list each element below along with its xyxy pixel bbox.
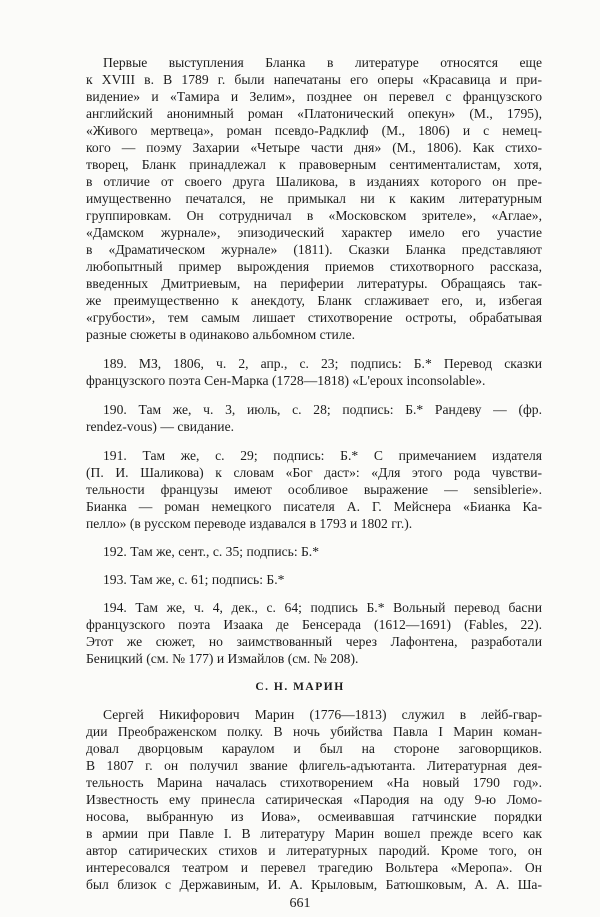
text-line: имущественно печатался, не примыкал ни к каким литературным: [86, 191, 542, 206]
note-line: 193. Там же, с. 61; подпись: Б.*: [103, 572, 285, 587]
note-line: пелло» (в русском переводе издавался в 1793 и 1802 гг.).: [86, 516, 413, 531]
note-line: французского поэта Сен-Марка (1728—1818) «L'epoux inconsolable».: [86, 373, 486, 388]
text-line: введенных Дмитриевым, на периферии литературы. Обращаясь так-: [86, 276, 542, 291]
text-line: дии Преображенском полку. В ночь убийства Павла I Марин коман-: [86, 724, 542, 739]
text-line: Известность ему принесла сатирическая «Пародия на оду 9-ю Ломо-: [86, 792, 542, 807]
text-line: В 1807 г. он получил звание флигель-адъютанта. Литературная дея-: [86, 758, 542, 773]
text-line: кого — поэму Захарии «Четыре части дня» (М., 1806). Как стихо-: [86, 140, 542, 155]
text-line: группировкам. Он сотрудничал в «Московском зрителе», «Аглае»,: [86, 208, 542, 223]
text-line: творец, Бланк принадлежал к правоверным сентименталистам, хотя,: [86, 157, 542, 172]
text-line: разные сюжеты в одинаково альбомном стиле.: [86, 327, 356, 342]
text-line: любопытный пример вырождения приемов стихотворного рассказа,: [86, 259, 542, 274]
text-line: английский анонимный роман «Платонический опекун» (М., 1795),: [86, 106, 542, 121]
note-line: rendez-vous) — свидание.: [86, 419, 235, 434]
note-line: 189. МЗ, 1806, ч. 2, апр., с. 23; подпись: Б.* Перевод сказки: [103, 356, 542, 371]
section-heading: С. Н. МАРИН: [255, 681, 345, 693]
note-line: 191. Там же, с. 29; подпись: Б.* С примечанием издателя: [103, 448, 542, 463]
text-line: был близок с Державиным, И. А. Крыловым, Батюшковым, А. А. Ша-: [86, 877, 542, 892]
note-line: (П. И. Шаликова) к словам «Бог даст»: «Для этого рода чувстви-: [86, 465, 542, 480]
note-line: тельности французы имеют особливое выражение — sensiblerie».: [86, 482, 542, 497]
text-line: в армии при Павле I. В литературу Марин вошел прежде всего как: [86, 826, 542, 841]
text-line: к XVIII в. В 1789 г. были напечатаны его оперы «Красавица и при-: [86, 72, 542, 87]
note-line: 190. Там же, ч. 3, июль, с. 28; подпись: Б.* Рандеву — (фр.: [103, 402, 542, 417]
text-line: «Дамском журнале», эпизодический характер имело его участие: [86, 225, 542, 240]
page-number: 661: [289, 896, 311, 911]
note-line: Бианка — роман немецкого писателя А. Г. Мейснера «Бианка Ка-: [86, 499, 542, 514]
text-line: в «Драматическом журнале» (1811). Сказки Бланка представляют: [86, 242, 542, 257]
text-line: «Живого мертвеца», роман псевдо-Радклиф (М., 1806) и с немец-: [86, 123, 542, 138]
note-line: Этот же сюжет, но заимствованный через Лафонтена, разработали: [86, 634, 542, 649]
text-line: автор сатирических стихов и литературных пародий. Кроме того, он: [86, 843, 542, 858]
note-line: 194. Там же, ч. 4, дек., с. 64; подпись Б.* Вольный перевод басни: [103, 600, 542, 615]
text-line: видение» и «Тамира и Зелим», позднее он перевел с французского: [86, 89, 542, 104]
text-line: Сергей Никифорович Марин (1776—1813) служил в лейб-гвар-: [103, 707, 542, 722]
text-line: интересовался театром и перевел трагедию Вольтера «Меропа». Он: [86, 860, 542, 875]
text-line: тельность Марина началась стихотворением «На новый 1790 год».: [86, 775, 542, 790]
text-line: довал дворцовым караулом и был на стороне заговорщиков.: [86, 741, 542, 756]
note-line: французского поэта Изаака де Бенсерада (1612—1691) (Fables, 22).: [86, 617, 542, 632]
text-line: в отличие от своего друга Шаликова, в изданиях которого он пре-: [86, 174, 542, 189]
text-line: Первые выступления Бланка в литературе относятся еще: [103, 55, 542, 70]
text-line: носова, выбранную из Иова», осмеивавшая гатчинские порядки: [86, 809, 542, 824]
note-line: 192. Там же, сент., с. 35; подпись: Б.*: [103, 544, 320, 559]
text-line: «грубости», тем самым лишает стихотворение остроты, обрабатывая: [86, 310, 542, 325]
note-line: Беницкий (см. № 177) и Измайлов (см. № 208).: [86, 651, 359, 666]
text-line: же преимущественно к анекдоту, Бланк сглаживает его, и, избегая: [86, 293, 542, 308]
